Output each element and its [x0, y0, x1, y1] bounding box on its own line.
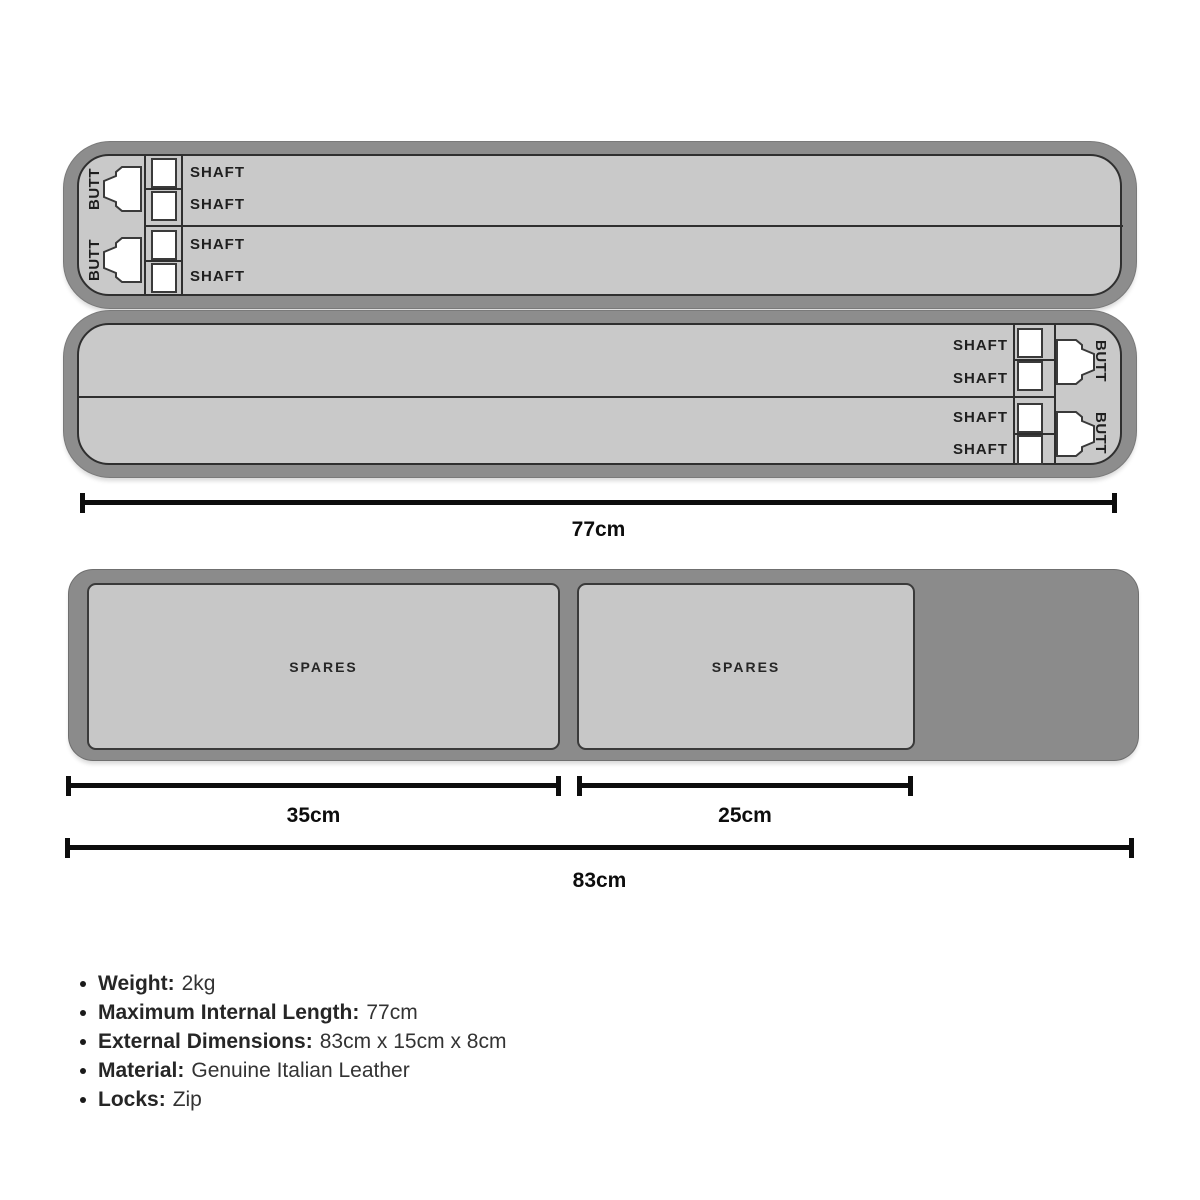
butt-profile-icon: [1056, 411, 1096, 457]
shaft-collar-slot: [151, 158, 177, 188]
bullet-icon: [80, 1039, 86, 1045]
spares-pocket-large: [87, 583, 560, 750]
dimension-tick: [556, 776, 561, 796]
spec-item-locks: [70, 1085, 506, 1114]
spec-item-material: [70, 1056, 506, 1085]
dimension-bar: [80, 500, 1117, 505]
dimension-line-spares-right: [577, 776, 913, 796]
shaft-collar-slot: [151, 230, 177, 260]
shaft-slot-label: SHAFT: [190, 164, 245, 181]
dimension-label-spares-left: 35cm: [286, 804, 341, 827]
spec-label: Material:: [98, 1058, 185, 1082]
divider-cell: [144, 260, 183, 262]
shaft-slot-label: SHAFT: [190, 236, 245, 253]
dimension-bar: [66, 783, 561, 788]
bullet-icon: [80, 1010, 86, 1016]
butt-slot-label: BUTT: [86, 168, 103, 210]
shaft-collar-slot: [151, 263, 177, 293]
dimension-tick: [908, 776, 913, 796]
case-middle-half: [64, 311, 1136, 477]
butt-slot-label: BUTT: [1092, 412, 1109, 454]
dimension-bar: [65, 845, 1134, 850]
spec-value: 77cm: [366, 1000, 418, 1024]
butt-profile-icon: [102, 166, 142, 212]
butt-profile-icon: [102, 237, 142, 283]
case-top-half: [64, 142, 1136, 308]
shaft-collar-slot: [1017, 403, 1043, 433]
butt-slot-label: BUTT: [1092, 340, 1109, 382]
dimension-line-spares-left: [66, 776, 561, 796]
spec-item-internal-length: [70, 998, 506, 1027]
spares-label: SPARES: [289, 658, 358, 675]
butt-slot-label: BUTT: [86, 239, 103, 281]
butt-profile-icon: [1056, 339, 1096, 385]
bullet-icon: [80, 981, 86, 987]
spec-label: External Dimensions:: [98, 1029, 313, 1053]
shaft-collar-slot: [151, 191, 177, 221]
dimension-tick: [1129, 838, 1134, 858]
dimension-line-internal: [80, 493, 1117, 513]
spec-value: 2kg: [181, 971, 216, 995]
shaft-slot-label: SHAFT: [953, 441, 1008, 458]
shaft-slot-label: SHAFT: [953, 409, 1008, 426]
dimension-bar: [577, 783, 913, 788]
spec-value: Zip: [172, 1087, 202, 1111]
dimension-label-spares-right: 25cm: [718, 804, 772, 827]
divider-vertical: [1013, 323, 1015, 465]
dimension-label-internal: 77cm: [571, 518, 626, 541]
shaft-slot-label: SHAFT: [953, 337, 1008, 354]
dimension-line-external: [65, 838, 1134, 858]
shaft-slot-label: SHAFT: [190, 196, 245, 213]
divider-middle: [77, 396, 1056, 398]
spec-value: 83cm x 15cm x 8cm: [319, 1029, 507, 1053]
shaft-slot-label: SHAFT: [190, 268, 245, 285]
spec-label: Maximum Internal Length:: [98, 1000, 360, 1024]
divider-middle: [144, 225, 1123, 227]
bullet-icon: [80, 1068, 86, 1074]
spares-case: [69, 570, 1138, 760]
spec-item-weight: [70, 969, 506, 998]
shaft-collar-slot: [1017, 361, 1043, 391]
shaft-collar-slot: [1017, 435, 1043, 465]
dimension-tick: [1112, 493, 1117, 513]
shaft-slot-label: SHAFT: [953, 370, 1008, 387]
spec-value: Genuine Italian Leather: [191, 1058, 410, 1082]
spec-label: Locks:: [98, 1087, 166, 1111]
spares-label: SPARES: [711, 658, 781, 675]
spec-label: Weight:: [98, 971, 175, 995]
dimension-label-external: 83cm: [572, 869, 627, 892]
spec-list: [70, 969, 506, 1114]
divider-cell: [144, 188, 183, 190]
shaft-collar-slot: [1017, 328, 1043, 358]
bullet-icon: [80, 1097, 86, 1103]
spares-pocket-small: [577, 583, 915, 750]
spec-item-external-dimensions: [70, 1027, 506, 1056]
